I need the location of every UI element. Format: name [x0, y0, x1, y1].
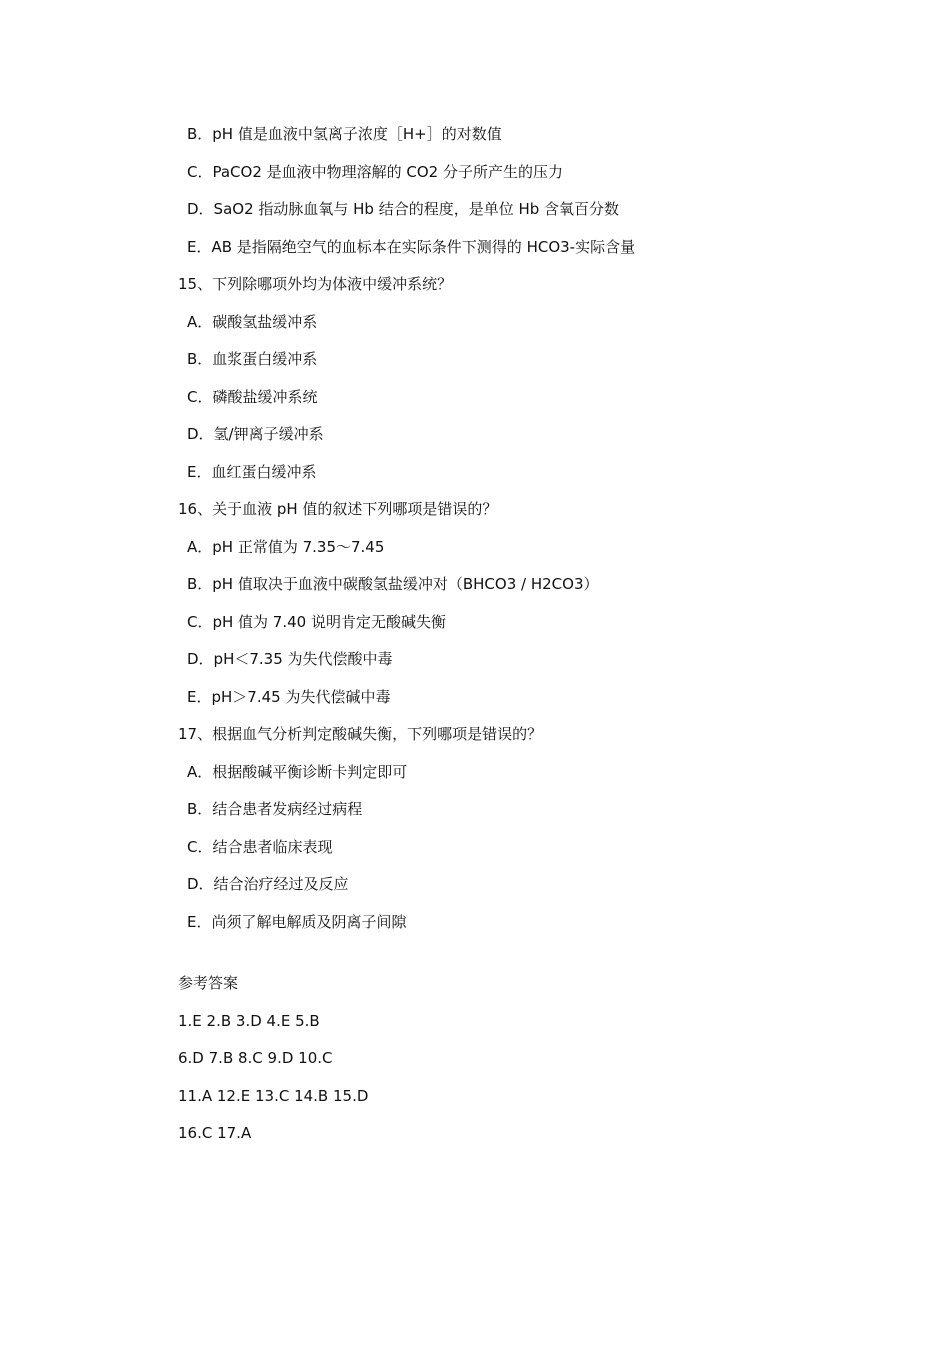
answer-key — [178, 971, 878, 1145]
answer-heading: 参考答案 — [178, 974, 239, 992]
prev-question-options — [178, 122, 878, 259]
option-e: E．AB 是指隔绝空气的血标本在实际条件下测得的 HCO3-实际含量 — [187, 237, 636, 256]
question-stem: 16、关于血液 pH 值的叙述下列哪项是错误的？ — [178, 500, 498, 518]
option-b: B．结合患者发病经过病程 — [187, 800, 363, 818]
question-stem: 15、下列除哪项外均为体液中缓冲系统？ — [178, 275, 453, 293]
option-b: B．pH 值取决于血液中碳酸氢盐缓冲对（BHCO3 / H2CO3） — [187, 575, 599, 593]
option-d: D．氢/钾离子缓冲系 — [187, 425, 324, 443]
option-a: A．碳酸氢盐缓冲系 — [187, 312, 318, 331]
option-d: D．pH＜7.35 为失代偿酸中毒 — [187, 650, 393, 668]
question-16 — [178, 497, 878, 709]
section-spacer — [178, 947, 878, 971]
answer-line: 6.D 7.B 8.C 9.D 10.C — [178, 1049, 333, 1067]
option-a: A．根据酸碱平衡诊断卡判定即可 — [187, 762, 408, 781]
option-e: E．尚须了解电解质及阴离子间隙 — [187, 912, 407, 931]
option-c: C．磷酸盐缓冲系统 — [187, 387, 318, 406]
option-d: D．SaO2 指动脉血氧与 Hb 结合的程度，是单位 Hb 含氧百分数 — [187, 200, 620, 218]
option-c: C．PaCO2 是血液中物理溶解的 CO2 分子所产生的压力 — [187, 162, 563, 181]
option-c: C．pH 值为 7.40 说明肯定无酸碱失衡 — [187, 612, 446, 631]
answer-line: 16.C 17.A — [178, 1124, 252, 1142]
question-stem: 17、根据血气分析判定酸碱失衡，下列哪项是错误的？ — [178, 725, 543, 743]
option-d: D．结合治疗经过及反应 — [187, 875, 349, 893]
option-e: E．pH＞7.45 为失代偿碱中毒 — [187, 687, 391, 706]
option-a: A．pH 正常值为 7.35～7.45 — [187, 537, 385, 556]
answer-line: 1.E 2.B 3.D 4.E 5.B — [178, 1011, 320, 1030]
option-b: B．pH 值是血液中氢离子浓度［H+］的对数值 — [187, 125, 502, 143]
option-e: E．血红蛋白缓冲系 — [187, 462, 317, 481]
question-15 — [178, 272, 878, 484]
answer-line: 11.A 12.E 13.C 14.B 15.D — [178, 1086, 369, 1105]
document-content — [178, 122, 878, 1159]
option-c: C．结合患者临床表现 — [187, 837, 333, 856]
option-b: B．血浆蛋白缓冲系 — [187, 350, 318, 368]
question-17 — [178, 722, 878, 934]
